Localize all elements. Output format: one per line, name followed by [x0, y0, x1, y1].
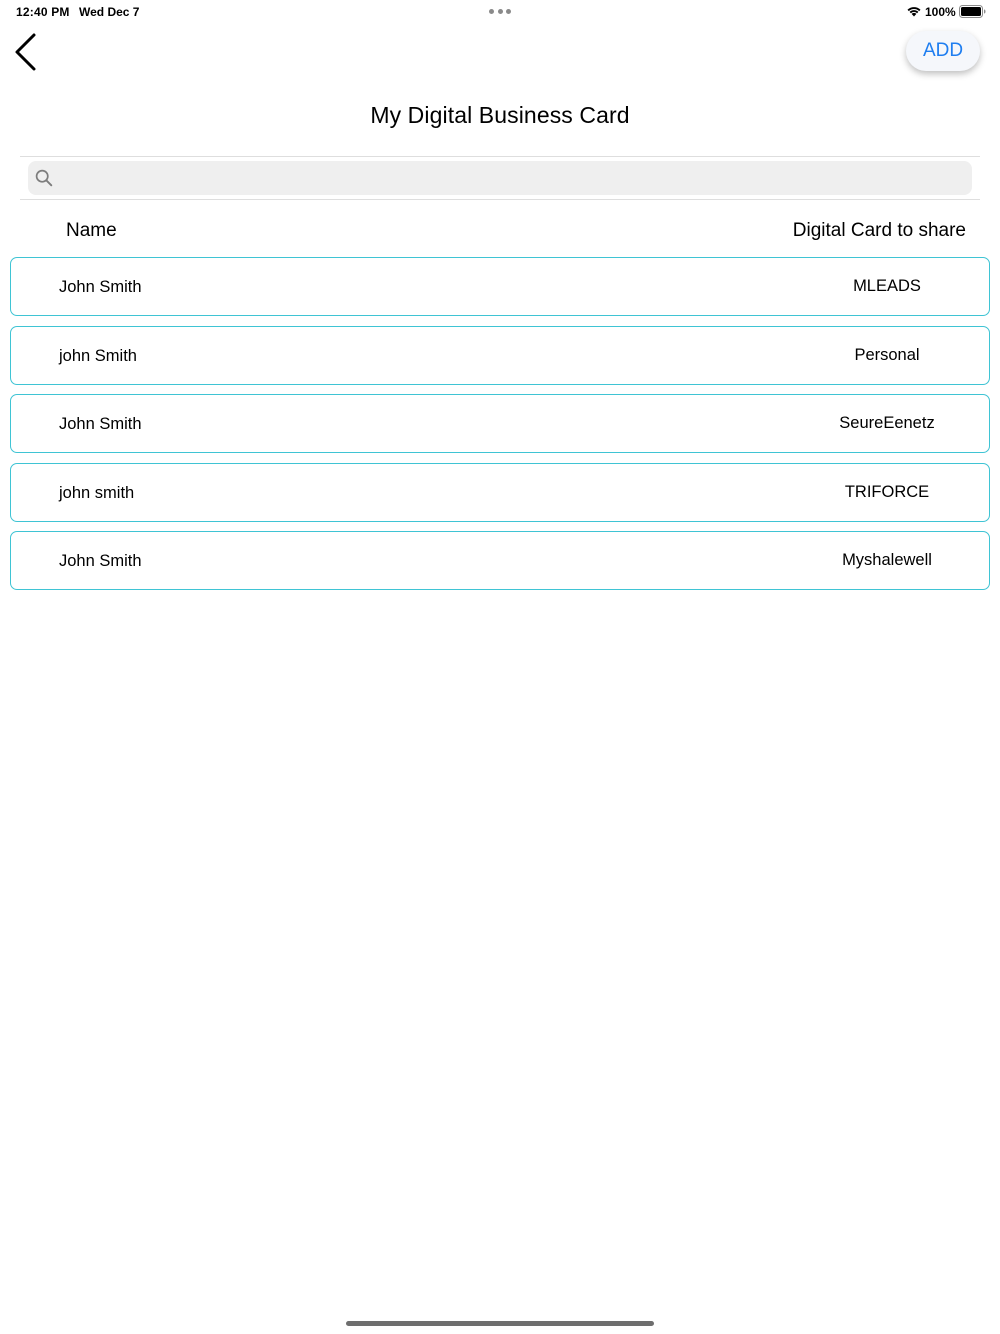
table-row[interactable] [10, 531, 990, 590]
search-icon [35, 169, 53, 187]
back-button[interactable] [10, 30, 46, 74]
status-bar [0, 0, 1000, 24]
search-bar[interactable] [28, 161, 972, 195]
table-row[interactable] [10, 326, 990, 385]
status-time: 12:40 PM [16, 5, 70, 19]
card-list [10, 257, 990, 600]
battery-full-icon [959, 5, 986, 18]
row-card-name: Personal [854, 345, 920, 364]
page-title: My Digital Business Card [370, 102, 630, 128]
chevron-left-icon [10, 30, 46, 74]
battery-percent: 100% [925, 5, 956, 19]
row-card-name: TRIFORCE [844, 482, 930, 501]
status-date: Wed Dec 7 [79, 5, 140, 19]
add-button[interactable]: ADD [906, 31, 980, 71]
row-name: John Smith [59, 415, 142, 433]
wifi-icon [906, 5, 922, 17]
divider [20, 156, 980, 157]
row-card-name: Myshalewell [842, 551, 932, 569]
search-input[interactable] [60, 161, 960, 195]
home-indicator[interactable] [346, 1321, 654, 1326]
row-name: john smith [59, 483, 135, 502]
row-name: John Smith [59, 552, 142, 570]
table-row[interactable] [10, 257, 990, 316]
column-header-name: Name [66, 220, 117, 241]
row-name: john Smith [59, 346, 137, 365]
table-row[interactable] [10, 394, 990, 453]
divider [20, 199, 980, 200]
multitasking-dots-icon[interactable] [489, 9, 511, 15]
row-name: John Smith [59, 278, 142, 296]
row-card-name: MLEADS [853, 277, 921, 295]
row-card-name: SeureEenetz [839, 414, 935, 432]
table-row[interactable] [10, 463, 990, 522]
column-header-digital-card: Digital Card to share [792, 220, 966, 241]
